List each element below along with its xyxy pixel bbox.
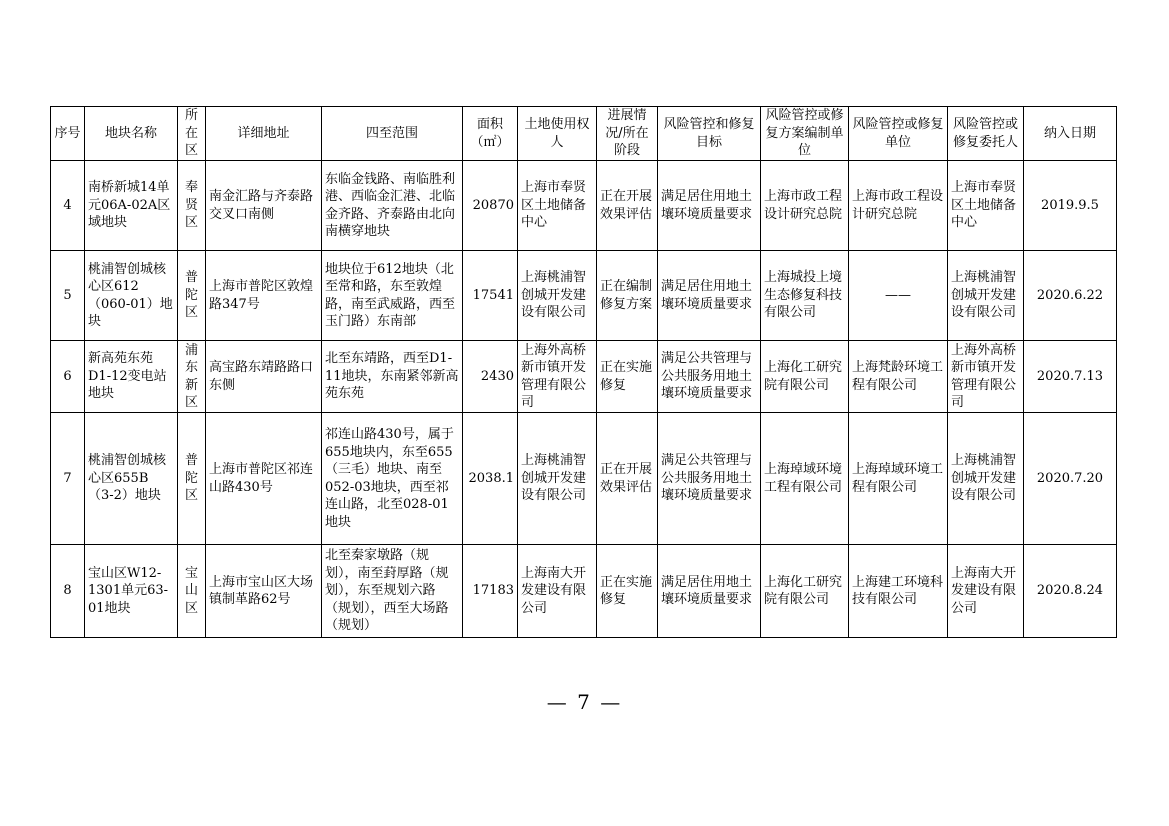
client: 上海南大开发建设有限公司	[948, 545, 1024, 638]
address: 南金汇路与齐泰路交叉口南侧	[206, 161, 322, 251]
header-cell: 四至范围	[322, 107, 463, 161]
remediation-unit: 上海琸域环境工程有限公司	[849, 413, 948, 545]
address: 上海市普陀区敦煌路347号	[206, 251, 322, 341]
land-owner: 上海桃浦智创城开发建设有限公司	[518, 413, 597, 545]
inclusion-date: 2020.6.22	[1024, 251, 1117, 341]
remediation-target: 满足居住用地土壤环境质量要求	[658, 545, 761, 638]
page-number: — 7 —	[546, 690, 623, 714]
boundary: 北至东靖路，西至D1-11地块，东南紧邻新高苑东苑	[322, 341, 463, 413]
address: 上海市普陀区祁连山路430号	[206, 413, 322, 545]
client: 上海桃浦智创城开发建设有限公司	[948, 413, 1024, 545]
header-cell: 所在区	[178, 107, 206, 161]
boundary: 地块位于612地块（北至常和路，东至敦煌路，南至武威路，西至玉门路）东南部	[322, 251, 463, 341]
site-remediation-table	[50, 106, 1117, 638]
remediation-unit: 上海建工环境科技有限公司	[849, 545, 948, 638]
header-cell: 风险管控或修复方案编制单位	[761, 107, 849, 161]
boundary: 北至秦家墩路（规划），南至葑厚路（规划），东至规划六路（规划），西至大场路（规划）	[322, 545, 463, 638]
plan-unit: 上海城投上境生态修复科技有限公司	[761, 251, 849, 341]
progress-stage: 正在实施修复	[597, 545, 658, 638]
plot-name: 桃浦智创城核心区612（060-01）地块	[85, 251, 178, 341]
row-number: 4	[51, 161, 85, 251]
progress-stage: 正在实施修复	[597, 341, 658, 413]
header-cell: 风险管控或修复委托人	[948, 107, 1024, 161]
area: 2430	[463, 341, 518, 413]
remediation-target: 满足公共管理与公共服务用地土壤环境质量要求	[658, 413, 761, 545]
district: 普陀区	[178, 413, 206, 545]
row-number: 7	[51, 413, 85, 545]
inclusion-date: 2020.7.20	[1024, 413, 1117, 545]
client: 上海桃浦智创城开发建设有限公司	[948, 251, 1024, 341]
plan-unit: 上海化工研究院有限公司	[761, 341, 849, 413]
client: 上海市奉贤区土地储备中心	[948, 161, 1024, 251]
progress-stage: 正在编制修复方案	[597, 251, 658, 341]
table-row	[51, 161, 1117, 251]
plot-name: 桃浦智创城核心区655B（3-2）地块	[85, 413, 178, 545]
row-number: 5	[51, 251, 85, 341]
remediation-target: 满足公共管理与公共服务用地土壤环境质量要求	[658, 341, 761, 413]
district: 普陀区	[178, 251, 206, 341]
remediation-unit: 上海市政工程设计研究总院	[849, 161, 948, 251]
land-owner: 上海桃浦智创城开发建设有限公司	[518, 251, 597, 341]
district: 宝山区	[178, 545, 206, 638]
remediation-unit: ——	[849, 251, 948, 341]
remediation-target: 满足居住用地土壤环境质量要求	[658, 251, 761, 341]
plan-unit: 上海市政工程设计研究总院	[761, 161, 849, 251]
remediation-unit: 上海梵龄环境工程有限公司	[849, 341, 948, 413]
inclusion-date: 2020.7.13	[1024, 341, 1117, 413]
land-owner: 上海南大开发建设有限公司	[518, 545, 597, 638]
header-cell: 详细地址	[206, 107, 322, 161]
address: 上海市宝山区大场镇制革路62号	[206, 545, 322, 638]
plot-name: 宝山区W12-1301单元63-01地块	[85, 545, 178, 638]
table-row	[51, 413, 1117, 545]
header-cell: 土地使用权人	[518, 107, 597, 161]
header-cell: 风险管控和修复目标	[658, 107, 761, 161]
area: 2038.1	[463, 413, 518, 545]
client: 上海外高桥新市镇开发管理有限公司	[948, 341, 1024, 413]
land-owner: 上海外高桥新市镇开发管理有限公司	[518, 341, 597, 413]
inclusion-date: 2020.8.24	[1024, 545, 1117, 638]
plot-name: 南桥新城14单元06A-02A区域地块	[85, 161, 178, 251]
table-row	[51, 341, 1117, 413]
area: 17183	[463, 545, 518, 638]
boundary: 东临金钱路、南临胜利港、西临金汇港、北临金齐路、齐泰路由北向南横穿地块	[322, 161, 463, 251]
remediation-target: 满足居住用地土壤环境质量要求	[658, 161, 761, 251]
row-number: 6	[51, 341, 85, 413]
header-cell: 进展情况/所在阶段	[597, 107, 658, 161]
header-cell: 地块名称	[85, 107, 178, 161]
table-row	[51, 251, 1117, 341]
inclusion-date: 2019.9.5	[1024, 161, 1117, 251]
boundary: 祁连山路430号，属于655地块内，东至655（三毛）地块、南至052-03地块，西至祁连山路，北至028-01地块	[322, 413, 463, 545]
land-owner: 上海市奉贤区土地储备中心	[518, 161, 597, 251]
district: 奉贤区	[178, 161, 206, 251]
header-cell: 纳入日期	[1024, 107, 1117, 161]
header-cell: 序号	[51, 107, 85, 161]
plot-name: 新高苑东苑D1-12变电站地块	[85, 341, 178, 413]
progress-stage: 正在开展效果评估	[597, 413, 658, 545]
address: 高宝路东靖路路口东侧	[206, 341, 322, 413]
header-cell: 面积（㎡）	[463, 107, 518, 161]
table-header-row	[51, 107, 1117, 161]
progress-stage: 正在开展效果评估	[597, 161, 658, 251]
table-row	[51, 545, 1117, 638]
row-number: 8	[51, 545, 85, 638]
area: 20870	[463, 161, 518, 251]
plan-unit: 上海琸域环境工程有限公司	[761, 413, 849, 545]
area: 17541	[463, 251, 518, 341]
header-cell: 风险管控或修复单位	[849, 107, 948, 161]
plan-unit: 上海化工研究院有限公司	[761, 545, 849, 638]
district: 浦东新区	[178, 341, 206, 413]
